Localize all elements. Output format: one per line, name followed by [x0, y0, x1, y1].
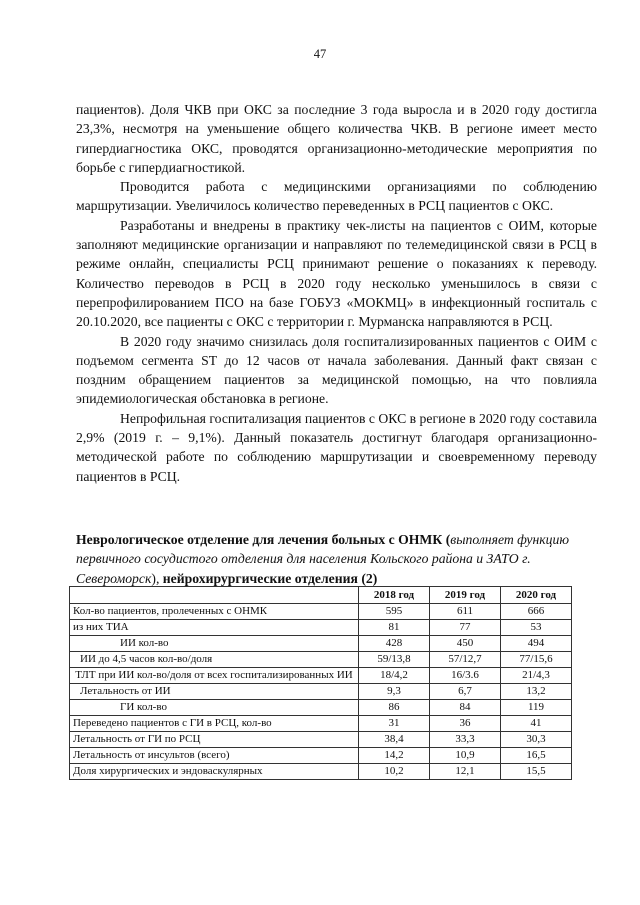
table-row	[70, 636, 572, 652]
table-row	[70, 732, 572, 748]
cell-value: 16,5	[501, 748, 572, 764]
row-label: Кол-во пациентов, пролеченных с ОНМК	[70, 604, 359, 620]
cell-value: 59/13,8	[359, 652, 430, 668]
table-row	[70, 764, 572, 780]
stats-table	[69, 586, 572, 780]
cell-value: 611	[430, 604, 501, 620]
cell-value: 13,2	[501, 684, 572, 700]
cell-value: 18/4,2	[359, 668, 430, 684]
row-label: Летальность от ГИ по РСЦ	[70, 732, 359, 748]
row-label: Доля хирургических и эндоваскулярных	[70, 764, 359, 780]
row-label: из них ТИА	[70, 620, 359, 636]
cell-value: 9,3	[359, 684, 430, 700]
paragraph-5: Непрофильная госпитализация пациентов с ОКС в регионе в 2020 году составила 2,9% (2019 г. – 9,1%). Данный показатель достигнут благодаря организационно-методической работе по соблюдению маршрутизации и своевременному переводу пациентов в РСЦ.	[76, 410, 597, 484]
row-label: ГИ кол-во	[70, 700, 359, 716]
paragraph-4: В 2020 году значимо снизилась доля госпитализированных пациентов с ОИМ с подъемом сегмента ST до 12 часов от начала заболевания. Данный факт связан с поздним обращением пациентов за медицинской помощью, на что повлияла эпидемиологическая обстановка в регионе.	[76, 333, 597, 407]
header-cell-2018: 2018 год	[359, 587, 430, 604]
cell-value: 15,5	[501, 764, 572, 780]
cell-value: 33,3	[430, 732, 501, 748]
cell-value: 41	[501, 716, 572, 732]
cell-value: 428	[359, 636, 430, 652]
cell-value: 77/15,6	[501, 652, 572, 668]
table-row	[70, 700, 572, 716]
cell-value: 12,1	[430, 764, 501, 780]
table-row	[70, 620, 572, 636]
row-label: ТЛТ при ИИ кол-во/доля от всех госпитализированных ИИ	[70, 668, 359, 684]
row-label: ИИ кол-во	[70, 636, 359, 652]
cell-value: 595	[359, 604, 430, 620]
header-cell-2019: 2019 год	[430, 587, 501, 604]
cell-value: 6,7	[430, 684, 501, 700]
table-header-row	[70, 587, 572, 604]
cell-value: 666	[501, 604, 572, 620]
cell-value: 81	[359, 620, 430, 636]
heading-plain: ),	[151, 570, 163, 586]
heading-bold-end: нейрохирургические отделения (2)	[162, 570, 378, 586]
body-text	[76, 100, 597, 486]
cell-value: 21/4,3	[501, 668, 572, 684]
cell-value: 16/3.6	[430, 668, 501, 684]
row-label: Летальность от инсультов (всего)	[70, 748, 359, 764]
cell-value: 14,2	[359, 748, 430, 764]
table-row	[70, 652, 572, 668]
cell-value: 31	[359, 716, 430, 732]
paragraph-2: Проводится работа с медицинскими организациями по соблюдению маршрутизации. Увеличилось количество переведенных в РСЦ пациентов с ОКС.	[76, 179, 597, 214]
cell-value: 450	[430, 636, 501, 652]
cell-value: 84	[430, 700, 501, 716]
cell-value: 57/12,7	[430, 652, 501, 668]
paragraph-1: пациентов). Доля ЧКВ при ОКС за последние 3 года выросла и в 2020 году достигла 23,3%, несмотря на уменьшение общего количества ЧКВ. В регионе имеет место гипердиагностика ОКС, проводятся организационно-методические мероприятия по борьбе с гипердиагностикой.	[76, 102, 597, 175]
cell-value: 30,3	[501, 732, 572, 748]
table-row	[70, 684, 572, 700]
row-label: Летальность от ИИ	[70, 684, 359, 700]
cell-value: 38,4	[359, 732, 430, 748]
row-label: ИИ до 4,5 часов кол-во/доля	[70, 652, 359, 668]
cell-value: 494	[501, 636, 572, 652]
section-heading	[76, 530, 597, 588]
cell-value: 53	[501, 620, 572, 636]
table-row	[70, 604, 572, 620]
paragraph-3: Разработаны и внедрены в практику чек-листы на пациентов с ОИМ, которые заполняют медицинские организации и направляют по телемедицинской связи в РСЦ в режиме онлайн, специалисты РСЦ принимают решение о показаниях к переводу. Количество переводов в РСЦ в 2020 году несколько уменьшилось в связи с перепрофилированием ПСО на базе ГОБУЗ «МОКМЦ» в инфекционный госпиталь с 20.10.2020, все пациенты с ОКС с территории г. Мурманска направляются в РСЦ.	[76, 217, 597, 330]
table-row	[70, 748, 572, 764]
cell-value: 36	[430, 716, 501, 732]
cell-value: 86	[359, 700, 430, 716]
cell-value: 119	[501, 700, 572, 716]
cell-value: 10,9	[430, 748, 501, 764]
table-row	[70, 668, 572, 684]
page-number: 47	[313, 47, 327, 61]
table-row	[70, 716, 572, 732]
cell-value: 10,2	[359, 764, 430, 780]
header-cell-empty	[70, 587, 359, 604]
heading-bold: Неврологическое отделение для лечения больных с ОНМК (	[76, 532, 451, 547]
row-label: Переведено пациентов с ГИ в РСЦ, кол-во	[70, 716, 359, 732]
heading-italic: выполняет функцию первичного сосудистого отделения для населения Кольского района и ЗАТО г. Североморск	[76, 532, 570, 586]
header-cell-2020: 2020 год	[501, 587, 572, 604]
cell-value: 77	[430, 620, 501, 636]
